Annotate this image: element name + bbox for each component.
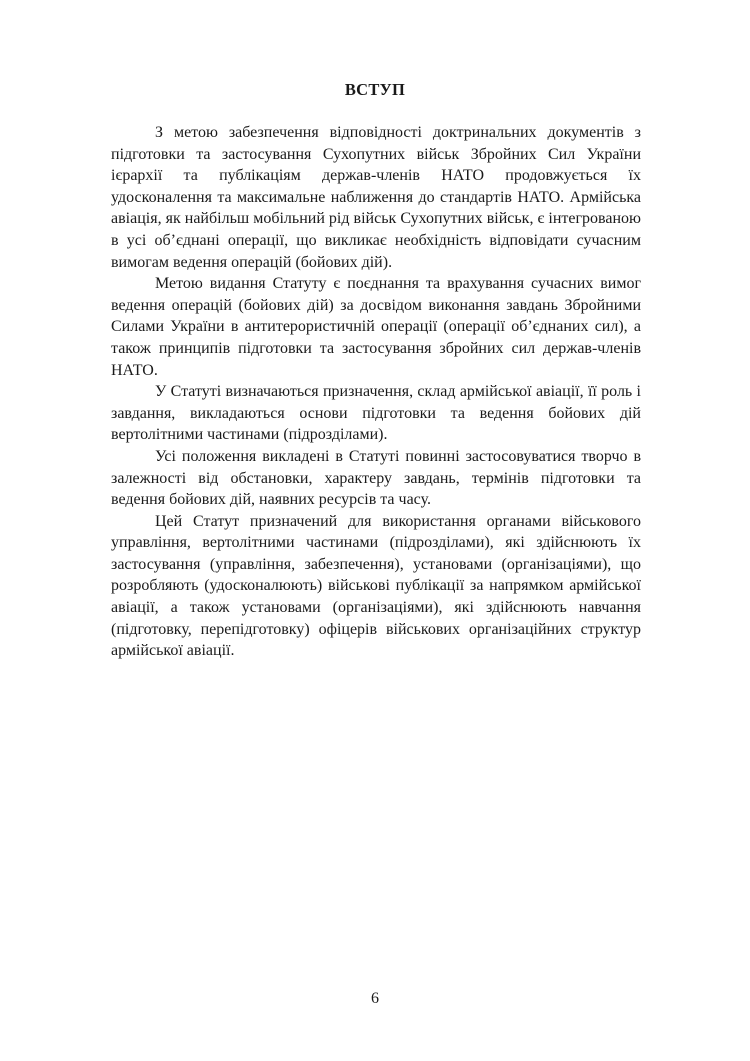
- page-number: 6: [371, 990, 379, 1007]
- paragraph-4: Усі положення викладені в Статуті повинні застосовуватися творчо в залежності від обстановки, характеру завдань, термінів підготовки та ведення бойових дій, наявних ресурсів та часу.: [111, 447, 641, 509]
- paragraph-3: У Статуті визначаються призначення, склад армійської авіації, її роль і завдання, викладаються основи підготовки та ведення бойових дій вертолітними частинами (підрозділами).: [111, 383, 641, 444]
- paragraph-1: З метою забезпечення відповідності доктринальних документів з підготовки та застосування Сухопутних військ Збройних Сил України ієрархії та публікаціям держав-членів НАТО продовжується їх удосконалення та максимальне наближення до стандартів НАТО. Армійська авіація, як найбільш мобільний рід військ Сухопутних військ, є інтегрованою в усі об’єднані операції, що викликає необхідність відповідати сучасним вимогам ведення операцій (бойових дій).: [111, 124, 641, 271]
- body-text: [111, 122, 641, 662]
- section-heading: ВСТУП: [344, 80, 406, 99]
- paragraph-5: Цей Статут призначений для використання органами військового управління, вертолітними частинами (підрозділами), які здійснюють їх застосування (управління, забезпечення), установами (організаціями), що розробляють (удосконалюють) військові публікації за напрямком армійської авіації, а також установами (організаціями), які здійснюють навчання (підготовку, перепідготовку) офіцерів військових організаційних структур армійської авіації.: [111, 512, 641, 660]
- paragraph-2: Метою видання Статуту є поєднання та врахування сучасних вимог ведення операцій (бойових дій) за досвідом виконання завдань Збройними Силами України в антитерористичній операції (операції об’єднаних сил), а також принципів підготовки та застосування збройних сил держав-членів НАТО.: [111, 275, 641, 379]
